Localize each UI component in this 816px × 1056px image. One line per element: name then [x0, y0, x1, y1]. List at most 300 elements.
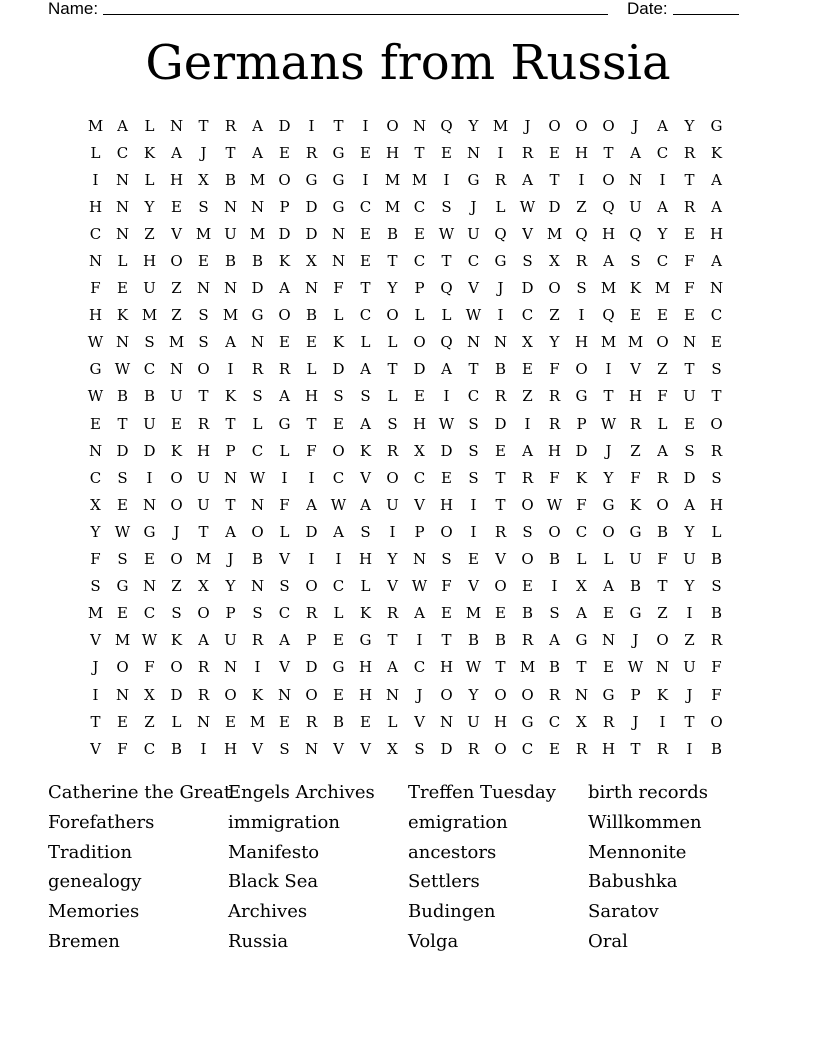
grid-letter[interactable]: K	[656, 685, 669, 704]
grid-letter[interactable]: I	[470, 495, 477, 514]
grid-letter[interactable]: U	[629, 550, 642, 569]
grid-letter[interactable]: Y	[684, 577, 695, 596]
grid-letter[interactable]: O	[278, 170, 291, 189]
grid-letter[interactable]: O	[602, 522, 615, 541]
grid-letter[interactable]: D	[305, 224, 318, 243]
grid-letter[interactable]: S	[468, 468, 479, 487]
grid-letter[interactable]: C	[143, 360, 156, 379]
grid-letter[interactable]: Z	[171, 306, 182, 325]
grid-letter[interactable]: E	[441, 468, 452, 487]
grid-letter[interactable]: S	[90, 577, 101, 596]
grid-letter[interactable]: N	[223, 197, 238, 216]
grid-letter[interactable]: B	[710, 739, 723, 758]
grid-letter[interactable]: J	[173, 522, 180, 541]
grid-letter[interactable]: S	[360, 387, 371, 406]
grid-letter[interactable]: N	[304, 739, 319, 758]
grid-letter[interactable]: O	[494, 739, 507, 758]
grid-letter[interactable]: P	[279, 197, 290, 216]
grid-letter[interactable]: D	[440, 739, 453, 758]
grid-letter[interactable]: L	[576, 550, 587, 569]
grid-letter[interactable]: R	[602, 712, 615, 731]
grid-letter[interactable]: S	[711, 468, 722, 487]
grid-letter[interactable]: C	[143, 604, 156, 623]
grid-letter[interactable]: F	[90, 550, 101, 569]
grid-letter[interactable]: A	[279, 387, 290, 406]
grid-letter[interactable]: Z	[657, 360, 668, 379]
grid-letter[interactable]: R	[521, 631, 534, 650]
grid-letter[interactable]: N	[493, 333, 508, 352]
grid-letter[interactable]: R	[575, 252, 588, 271]
grid-letter[interactable]: N	[115, 170, 130, 189]
grid-letter[interactable]: X	[576, 577, 587, 596]
grid-letter[interactable]: H	[223, 739, 238, 758]
grid-letter[interactable]: N	[169, 116, 184, 135]
grid-letter[interactable]: I	[362, 116, 369, 135]
grid-letter[interactable]: V	[279, 550, 290, 569]
grid-letter[interactable]: J	[416, 685, 423, 704]
grid-letter[interactable]: A	[657, 197, 668, 216]
grid-letter[interactable]: N	[304, 279, 319, 298]
grid-letter[interactable]: E	[468, 550, 479, 569]
grid-letter[interactable]: O	[548, 279, 561, 298]
grid-letter[interactable]: F	[333, 279, 344, 298]
grid-letter[interactable]: N	[223, 658, 238, 677]
grid-letter[interactable]: H	[304, 387, 319, 406]
grid-letter[interactable]: G	[143, 522, 156, 541]
grid-letter[interactable]: R	[521, 143, 534, 162]
grid-letter[interactable]: N	[169, 360, 184, 379]
grid-letter[interactable]: A	[657, 441, 668, 460]
grid-letter[interactable]: F	[711, 658, 722, 677]
grid-letter[interactable]: C	[467, 252, 480, 271]
grid-letter[interactable]: E	[333, 414, 344, 433]
grid-letter[interactable]: T	[657, 577, 668, 596]
grid-letter[interactable]: A	[711, 252, 722, 271]
grid-letter[interactable]: E	[495, 604, 506, 623]
grid-letter[interactable]: S	[387, 414, 398, 433]
grid-letter[interactable]: N	[115, 685, 130, 704]
grid-letter[interactable]: A	[360, 360, 371, 379]
grid-letter[interactable]: O	[386, 468, 399, 487]
grid-letter[interactable]: C	[656, 252, 669, 271]
grid-letter[interactable]: N	[115, 197, 130, 216]
grid-letter[interactable]: K	[332, 333, 345, 352]
grid-letter[interactable]: X	[198, 577, 209, 596]
grid-letter[interactable]: O	[602, 170, 615, 189]
grid-letter[interactable]: C	[359, 306, 372, 325]
grid-letter[interactable]: S	[441, 550, 452, 569]
grid-letter[interactable]: E	[684, 306, 695, 325]
grid-letter[interactable]: E	[684, 224, 695, 243]
grid-letter[interactable]: H	[601, 224, 616, 243]
grid-letter[interactable]: T	[225, 495, 236, 514]
grid-letter[interactable]: E	[549, 143, 560, 162]
grid-letter[interactable]: V	[333, 739, 344, 758]
grid-letter[interactable]: L	[306, 360, 317, 379]
grid-letter[interactable]: T	[603, 143, 614, 162]
grid-letter[interactable]: U	[143, 414, 156, 433]
grid-letter[interactable]: G	[116, 577, 129, 596]
grid-letter[interactable]: S	[711, 360, 722, 379]
grid-letter[interactable]: T	[603, 387, 614, 406]
grid-letter[interactable]: R	[251, 360, 264, 379]
grid-letter[interactable]: I	[605, 360, 612, 379]
grid-letter[interactable]: G	[467, 170, 480, 189]
grid-letter[interactable]: B	[170, 739, 183, 758]
grid-letter[interactable]: E	[522, 360, 533, 379]
grid-letter[interactable]: C	[143, 739, 156, 758]
grid-letter[interactable]: L	[279, 522, 290, 541]
grid-letter[interactable]: H	[493, 712, 508, 731]
grid-letter[interactable]: O	[548, 522, 561, 541]
grid-letter[interactable]: A	[279, 279, 290, 298]
grid-letter[interactable]: R	[494, 387, 507, 406]
grid-letter[interactable]: J	[632, 631, 639, 650]
grid-letter[interactable]: N	[250, 197, 265, 216]
grid-letter[interactable]: D	[251, 279, 264, 298]
grid-letter[interactable]: V	[630, 360, 641, 379]
grid-letter[interactable]: F	[711, 685, 722, 704]
grid-letter[interactable]: J	[497, 279, 504, 298]
grid-letter[interactable]: T	[198, 387, 209, 406]
grid-letter[interactable]: N	[709, 279, 724, 298]
grid-letter[interactable]: H	[439, 658, 454, 677]
grid-letter[interactable]: A	[522, 441, 533, 460]
word-search-grid[interactable]	[82, 112, 730, 762]
grid-letter[interactable]: T	[576, 658, 587, 677]
grid-letter[interactable]: C	[656, 143, 669, 162]
name-blank-line[interactable]	[103, 14, 608, 15]
grid-letter[interactable]: G	[602, 495, 615, 514]
grid-letter[interactable]: V	[360, 739, 371, 758]
grid-letter[interactable]: N	[115, 333, 130, 352]
grid-letter[interactable]: U	[683, 550, 696, 569]
grid-letter[interactable]: F	[630, 468, 641, 487]
grid-letter[interactable]: D	[143, 441, 156, 460]
grid-letter[interactable]: E	[495, 441, 506, 460]
grid-letter[interactable]: S	[279, 739, 290, 758]
grid-letter[interactable]: U	[224, 631, 237, 650]
grid-letter[interactable]: Y	[657, 224, 668, 243]
grid-letter[interactable]: C	[710, 306, 723, 325]
grid-letter[interactable]: R	[710, 441, 723, 460]
grid-letter[interactable]: Z	[576, 197, 587, 216]
grid-letter[interactable]: O	[494, 685, 507, 704]
grid-letter[interactable]: D	[116, 441, 129, 460]
grid-letter[interactable]: I	[578, 170, 585, 189]
date-blank-line[interactable]	[673, 14, 739, 15]
grid-letter[interactable]: B	[116, 387, 129, 406]
grid-letter[interactable]: E	[360, 712, 371, 731]
grid-letter[interactable]: E	[333, 631, 344, 650]
grid-letter[interactable]: I	[470, 522, 477, 541]
grid-letter[interactable]: B	[332, 712, 345, 731]
grid-letter[interactable]: A	[171, 143, 182, 162]
grid-letter[interactable]: L	[441, 306, 452, 325]
grid-letter[interactable]: I	[686, 739, 693, 758]
grid-letter[interactable]: U	[683, 658, 696, 677]
grid-letter[interactable]: N	[250, 333, 265, 352]
grid-letter[interactable]: L	[360, 577, 371, 596]
grid-letter[interactable]: W	[627, 658, 644, 677]
grid-letter[interactable]: G	[710, 116, 723, 135]
grid-letter[interactable]: K	[710, 143, 723, 162]
grid-letter[interactable]: I	[659, 712, 666, 731]
grid-letter[interactable]: I	[92, 170, 99, 189]
grid-letter[interactable]: A	[657, 116, 668, 135]
grid-letter[interactable]: T	[711, 387, 722, 406]
grid-letter[interactable]: Y	[603, 468, 614, 487]
grid-letter[interactable]: H	[574, 143, 589, 162]
grid-letter[interactable]: G	[575, 387, 588, 406]
grid-letter[interactable]: A	[252, 116, 263, 135]
grid-letter[interactable]: S	[198, 306, 209, 325]
grid-letter[interactable]: S	[252, 387, 263, 406]
grid-letter[interactable]: L	[387, 712, 398, 731]
grid-letter[interactable]: H	[169, 170, 184, 189]
grid-letter[interactable]: A	[711, 170, 722, 189]
grid-letter[interactable]: E	[441, 143, 452, 162]
grid-letter[interactable]: R	[197, 685, 210, 704]
grid-letter[interactable]: B	[629, 577, 642, 596]
grid-letter[interactable]: D	[170, 685, 183, 704]
grid-letter[interactable]: N	[439, 712, 454, 731]
grid-letter[interactable]: R	[467, 739, 480, 758]
grid-letter[interactable]: E	[360, 143, 371, 162]
grid-letter[interactable]: C	[413, 252, 426, 271]
grid-letter[interactable]: A	[360, 495, 371, 514]
grid-letter[interactable]: R	[494, 170, 507, 189]
grid-letter[interactable]: L	[495, 197, 506, 216]
grid-letter[interactable]: W	[330, 495, 347, 514]
grid-letter[interactable]: F	[441, 577, 452, 596]
grid-letter[interactable]: Q	[602, 306, 615, 325]
grid-letter[interactable]: X	[144, 685, 155, 704]
grid-letter[interactable]: E	[360, 252, 371, 271]
grid-letter[interactable]: N	[331, 224, 346, 243]
grid-letter[interactable]: X	[522, 333, 533, 352]
grid-letter[interactable]: H	[385, 143, 400, 162]
grid-letter[interactable]: O	[332, 441, 345, 460]
grid-letter[interactable]: E	[279, 333, 290, 352]
grid-letter[interactable]: R	[629, 414, 642, 433]
grid-letter[interactable]: Y	[468, 116, 479, 135]
grid-letter[interactable]: O	[197, 604, 210, 623]
grid-letter[interactable]: O	[386, 306, 399, 325]
grid-letter[interactable]: N	[412, 550, 427, 569]
grid-letter[interactable]: W	[87, 387, 104, 406]
grid-letter[interactable]: O	[548, 116, 561, 135]
grid-letter[interactable]: N	[142, 577, 157, 596]
grid-letter[interactable]: G	[332, 170, 345, 189]
grid-letter[interactable]: E	[603, 604, 614, 623]
grid-letter[interactable]: T	[414, 143, 425, 162]
grid-letter[interactable]: C	[521, 306, 534, 325]
grid-letter[interactable]: B	[548, 658, 561, 677]
grid-letter[interactable]: L	[144, 170, 155, 189]
grid-letter[interactable]: Y	[387, 279, 398, 298]
grid-letter[interactable]: A	[252, 143, 263, 162]
grid-letter[interactable]: N	[385, 685, 400, 704]
grid-letter[interactable]: R	[656, 739, 669, 758]
grid-letter[interactable]: R	[224, 116, 237, 135]
grid-letter[interactable]: E	[117, 712, 128, 731]
grid-letter[interactable]: F	[279, 495, 290, 514]
grid-letter[interactable]: A	[333, 522, 344, 541]
grid-letter[interactable]: P	[306, 631, 317, 650]
grid-letter[interactable]: V	[171, 224, 182, 243]
grid-letter[interactable]: F	[549, 360, 560, 379]
grid-letter[interactable]: G	[332, 658, 345, 677]
grid-letter[interactable]: T	[630, 739, 641, 758]
grid-letter[interactable]: P	[225, 441, 236, 460]
grid-letter[interactable]: E	[279, 712, 290, 731]
grid-letter[interactable]: T	[225, 143, 236, 162]
grid-letter[interactable]: B	[251, 252, 264, 271]
grid-letter[interactable]: L	[117, 252, 128, 271]
grid-letter[interactable]: R	[683, 197, 696, 216]
grid-letter[interactable]: C	[89, 224, 102, 243]
grid-letter[interactable]: J	[632, 712, 639, 731]
grid-letter[interactable]: S	[468, 414, 479, 433]
grid-letter[interactable]: R	[683, 143, 696, 162]
grid-letter[interactable]: R	[197, 658, 210, 677]
grid-letter[interactable]: P	[414, 279, 425, 298]
grid-letter[interactable]: A	[603, 577, 614, 596]
grid-letter[interactable]: T	[225, 414, 236, 433]
grid-letter[interactable]: V	[468, 279, 479, 298]
grid-letter[interactable]: C	[467, 387, 480, 406]
grid-letter[interactable]: D	[440, 441, 453, 460]
grid-letter[interactable]: R	[386, 441, 399, 460]
grid-letter[interactable]: G	[359, 631, 372, 650]
grid-letter[interactable]: C	[413, 197, 426, 216]
grid-letter[interactable]: F	[576, 495, 587, 514]
grid-letter[interactable]: S	[414, 739, 425, 758]
grid-letter[interactable]: I	[551, 577, 558, 596]
grid-letter[interactable]: K	[116, 306, 129, 325]
grid-letter[interactable]: L	[603, 550, 614, 569]
grid-letter[interactable]: Z	[171, 577, 182, 596]
grid-letter[interactable]: R	[386, 604, 399, 623]
grid-letter[interactable]: S	[333, 387, 344, 406]
grid-letter[interactable]: N	[601, 631, 616, 650]
grid-letter[interactable]: E	[171, 197, 182, 216]
grid-letter[interactable]: S	[522, 252, 533, 271]
grid-letter[interactable]: N	[655, 658, 670, 677]
grid-letter[interactable]: K	[359, 604, 372, 623]
grid-letter[interactable]: A	[279, 631, 290, 650]
grid-letter[interactable]: T	[684, 360, 695, 379]
grid-letter[interactable]: Y	[684, 116, 695, 135]
grid-letter[interactable]: T	[495, 658, 506, 677]
grid-letter[interactable]: S	[630, 252, 641, 271]
grid-letter[interactable]: H	[88, 197, 103, 216]
grid-letter[interactable]: S	[117, 550, 128, 569]
grid-letter[interactable]: H	[709, 224, 724, 243]
grid-letter[interactable]: I	[497, 306, 504, 325]
grid-letter[interactable]: I	[362, 170, 369, 189]
grid-letter[interactable]: O	[521, 685, 534, 704]
grid-letter[interactable]: N	[196, 712, 211, 731]
grid-letter[interactable]: L	[144, 116, 155, 135]
grid-letter[interactable]: R	[197, 414, 210, 433]
grid-letter[interactable]: P	[225, 604, 236, 623]
grid-letter[interactable]: H	[709, 495, 724, 514]
grid-letter[interactable]: V	[387, 577, 398, 596]
grid-letter[interactable]: O	[278, 306, 291, 325]
grid-letter[interactable]: K	[170, 441, 183, 460]
grid-letter[interactable]: S	[144, 333, 155, 352]
grid-letter[interactable]: C	[575, 522, 588, 541]
grid-letter[interactable]: V	[495, 550, 506, 569]
grid-letter[interactable]: D	[494, 414, 507, 433]
grid-letter[interactable]: O	[305, 577, 318, 596]
grid-letter[interactable]: E	[117, 279, 128, 298]
grid-letter[interactable]: H	[196, 441, 211, 460]
grid-letter[interactable]: S	[198, 197, 209, 216]
grid-letter[interactable]: A	[684, 495, 695, 514]
grid-letter[interactable]: C	[521, 739, 534, 758]
grid-letter[interactable]: M	[627, 333, 644, 352]
grid-letter[interactable]: T	[117, 414, 128, 433]
grid-letter[interactable]: I	[578, 306, 585, 325]
grid-letter[interactable]: X	[306, 252, 317, 271]
grid-letter[interactable]: M	[384, 170, 401, 189]
grid-letter[interactable]: V	[279, 658, 290, 677]
grid-letter[interactable]: N	[466, 143, 481, 162]
grid-letter[interactable]: E	[279, 143, 290, 162]
grid-letter[interactable]: M	[87, 604, 104, 623]
grid-letter[interactable]: G	[602, 685, 615, 704]
grid-letter[interactable]: H	[358, 685, 373, 704]
grid-letter[interactable]: C	[251, 441, 264, 460]
grid-letter[interactable]: N	[223, 279, 238, 298]
grid-letter[interactable]: G	[521, 712, 534, 731]
grid-letter[interactable]: R	[575, 739, 588, 758]
grid-letter[interactable]: B	[386, 224, 399, 243]
grid-letter[interactable]: E	[171, 414, 182, 433]
grid-letter[interactable]: C	[359, 197, 372, 216]
grid-letter[interactable]: K	[629, 279, 642, 298]
grid-letter[interactable]: O	[170, 658, 183, 677]
grid-letter[interactable]: F	[90, 279, 101, 298]
grid-letter[interactable]: D	[575, 441, 588, 460]
grid-letter[interactable]: I	[443, 170, 450, 189]
grid-letter[interactable]: B	[710, 550, 723, 569]
grid-letter[interactable]: L	[711, 522, 722, 541]
grid-letter[interactable]: R	[494, 522, 507, 541]
grid-letter[interactable]: F	[684, 279, 695, 298]
grid-letter[interactable]: H	[142, 252, 157, 271]
grid-letter[interactable]: O	[251, 522, 264, 541]
grid-letter[interactable]: J	[227, 550, 234, 569]
grid-letter[interactable]: B	[656, 522, 669, 541]
grid-letter[interactable]: T	[387, 631, 398, 650]
grid-letter[interactable]: B	[521, 604, 534, 623]
grid-letter[interactable]: P	[414, 522, 425, 541]
grid-letter[interactable]: F	[549, 468, 560, 487]
grid-letter[interactable]: B	[710, 604, 723, 623]
grid-letter[interactable]: C	[413, 658, 426, 677]
grid-letter[interactable]: H	[601, 739, 616, 758]
grid-letter[interactable]: Q	[440, 333, 453, 352]
grid-letter[interactable]: A	[225, 333, 236, 352]
grid-letter[interactable]: U	[170, 387, 183, 406]
grid-letter[interactable]: Q	[629, 224, 642, 243]
grid-letter[interactable]: T	[198, 522, 209, 541]
grid-letter[interactable]: I	[497, 143, 504, 162]
